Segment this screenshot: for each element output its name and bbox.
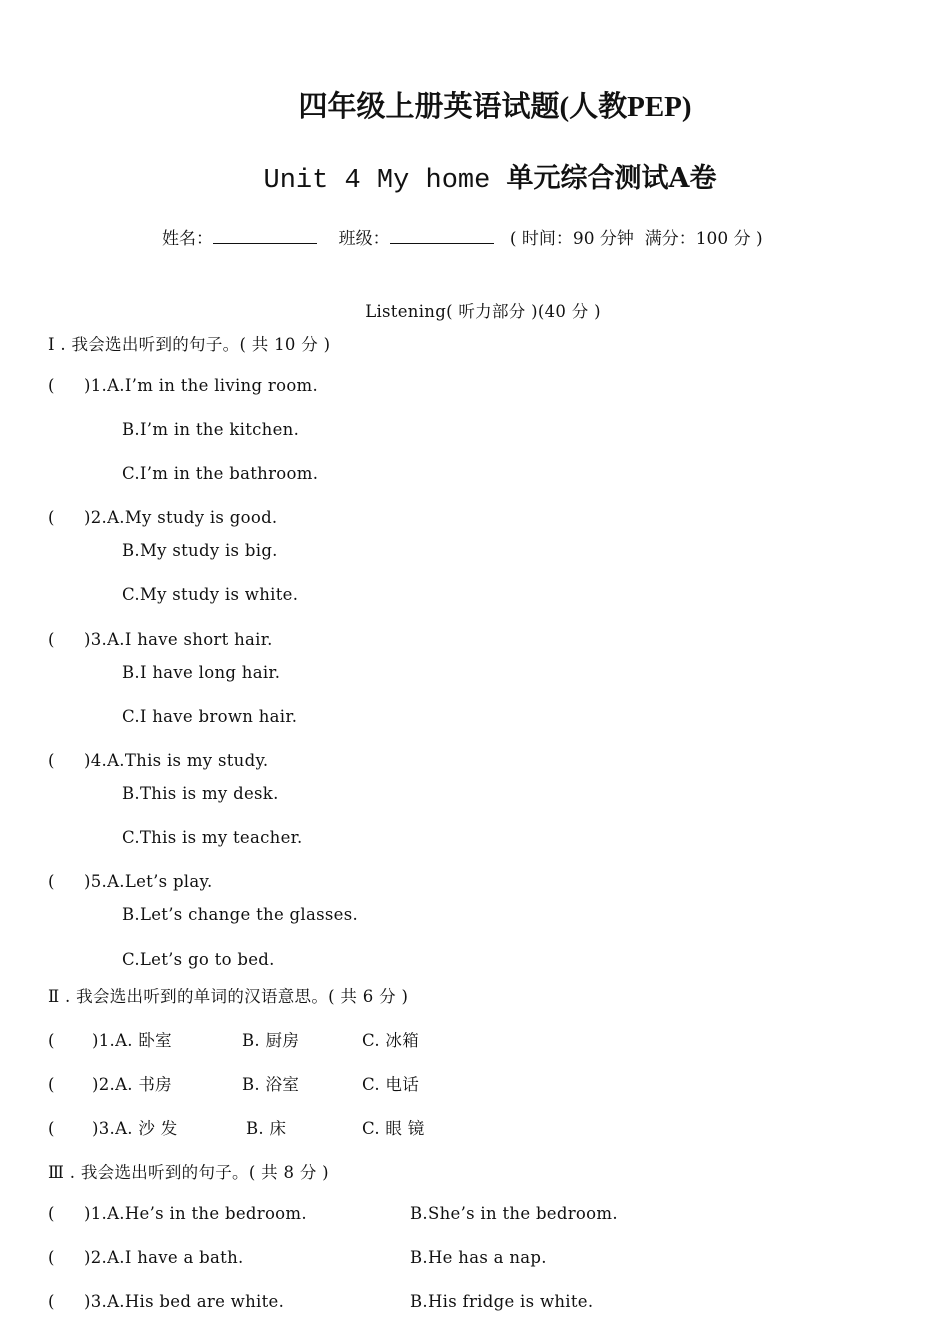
s1-q1-option-a: )1.A.I’m in the living room. bbox=[84, 376, 319, 395]
s2-q2-option-a: )2.A. 书房 bbox=[92, 1075, 172, 1094]
s1-q5-option-a: )5.A.Let’s play. bbox=[84, 872, 213, 891]
answer-paren[interactable]: ( bbox=[48, 630, 55, 649]
s1-q4-line bbox=[48, 751, 268, 770]
s1-q3-option-b: B.I have long hair. bbox=[122, 663, 281, 682]
s2-q2-option-b: B. 浴室 bbox=[242, 1075, 300, 1094]
answer-paren[interactable]: ( bbox=[48, 1075, 55, 1094]
s1-q4-option-c: C.This is my teacher. bbox=[122, 828, 303, 847]
answer-paren[interactable]: ( bbox=[48, 1031, 55, 1050]
s3-q1-option-a: )1.A.He’s in the bedroom. bbox=[84, 1204, 307, 1223]
s2-q2-line bbox=[48, 1071, 419, 1095]
subtitle-chinese: 单元综合测试A卷 bbox=[506, 163, 717, 194]
subtitle-english: Unit 4 My home bbox=[263, 166, 507, 196]
answer-paren[interactable]: ( bbox=[48, 872, 55, 891]
s3-q3-option-b: B.His fridge is white. bbox=[410, 1292, 594, 1311]
class-blank[interactable] bbox=[390, 225, 494, 244]
name-blank[interactable] bbox=[213, 225, 317, 244]
answer-paren[interactable]: ( bbox=[48, 1204, 55, 1223]
s1-q2-option-b: B.My study is big. bbox=[122, 541, 278, 560]
s1-q2-line bbox=[48, 508, 277, 527]
s1-q1-line bbox=[48, 376, 318, 395]
s3-q2-option-b: B.He has a nap. bbox=[410, 1248, 547, 1267]
time-score-info: ( 时间：90 分钟 满分：100 分 ) bbox=[509, 229, 763, 249]
s1-q3-line bbox=[48, 630, 273, 649]
listening-heading: Listening( 听力部分 )(40 分 ) bbox=[365, 302, 601, 321]
s2-q2-option-c: C. 电话 bbox=[362, 1075, 420, 1094]
exam-subtitle bbox=[0, 156, 950, 196]
s3-q1-line bbox=[48, 1204, 618, 1223]
s3-q3-line bbox=[48, 1292, 593, 1311]
s1-q4-option-a: )4.A.This is my study. bbox=[84, 751, 269, 770]
s1-q5-option-b: B.Let’s change the glasses. bbox=[122, 905, 359, 924]
student-info-line bbox=[162, 224, 763, 249]
answer-paren[interactable]: ( bbox=[48, 508, 55, 527]
s2-q1-option-b: B. 厨房 bbox=[242, 1031, 300, 1050]
section3-heading: Ⅲ . 我会选出听到的句子。( 共 8 分 ) bbox=[48, 1163, 329, 1182]
s2-q3-option-a: )3.A. 沙 发 bbox=[92, 1119, 178, 1138]
s1-q4-option-b: B.This is my desk. bbox=[122, 784, 279, 803]
s1-q5-option-c: C.Let’s go to bed. bbox=[122, 950, 275, 969]
s1-q5-line bbox=[48, 872, 213, 891]
s2-q3-line bbox=[48, 1115, 425, 1139]
answer-paren[interactable]: ( bbox=[48, 376, 55, 395]
s2-q3-option-c: C. 眼 镜 bbox=[362, 1119, 425, 1138]
s3-q2-option-a: )2.A.I have a bath. bbox=[84, 1248, 244, 1267]
answer-paren[interactable]: ( bbox=[48, 751, 55, 770]
s1-q3-option-a: )3.A.I have short hair. bbox=[84, 630, 273, 649]
s2-q1-option-a: )1.A. 卧室 bbox=[92, 1031, 172, 1050]
name-label: 姓名： bbox=[162, 229, 213, 249]
answer-paren[interactable]: ( bbox=[48, 1248, 55, 1267]
s1-q2-option-a: )2.A.My study is good. bbox=[84, 508, 278, 527]
s3-q1-option-b: B.She’s in the bedroom. bbox=[410, 1204, 618, 1223]
class-label: 班级： bbox=[338, 229, 390, 249]
s1-q1-option-b: B.I’m in the kitchen. bbox=[122, 420, 300, 439]
s1-q1-option-c: C.I’m in the bathroom. bbox=[122, 464, 319, 483]
section2-heading: Ⅱ . 我会选出听到的单词的汉语意思。( 共 6 分 ) bbox=[48, 987, 409, 1006]
answer-paren[interactable]: ( bbox=[48, 1119, 55, 1138]
s2-q3-option-b: B. 床 bbox=[246, 1119, 287, 1138]
exam-title: 四年级上册英语试题(人教PEP) bbox=[298, 91, 692, 123]
s3-q3-option-a: )3.A.His bed are white. bbox=[84, 1292, 285, 1311]
s2-q1-option-c: C. 冰箱 bbox=[362, 1031, 420, 1050]
s2-q1-line bbox=[48, 1027, 419, 1051]
s1-q2-option-c: C.My study is white. bbox=[122, 585, 299, 604]
s3-q2-line bbox=[48, 1248, 547, 1267]
section1-heading: Ⅰ . 我会选出听到的句子。( 共 10 分 ) bbox=[48, 335, 331, 354]
answer-paren[interactable]: ( bbox=[48, 1292, 55, 1311]
s1-q3-option-c: C.I have brown hair. bbox=[122, 707, 298, 726]
